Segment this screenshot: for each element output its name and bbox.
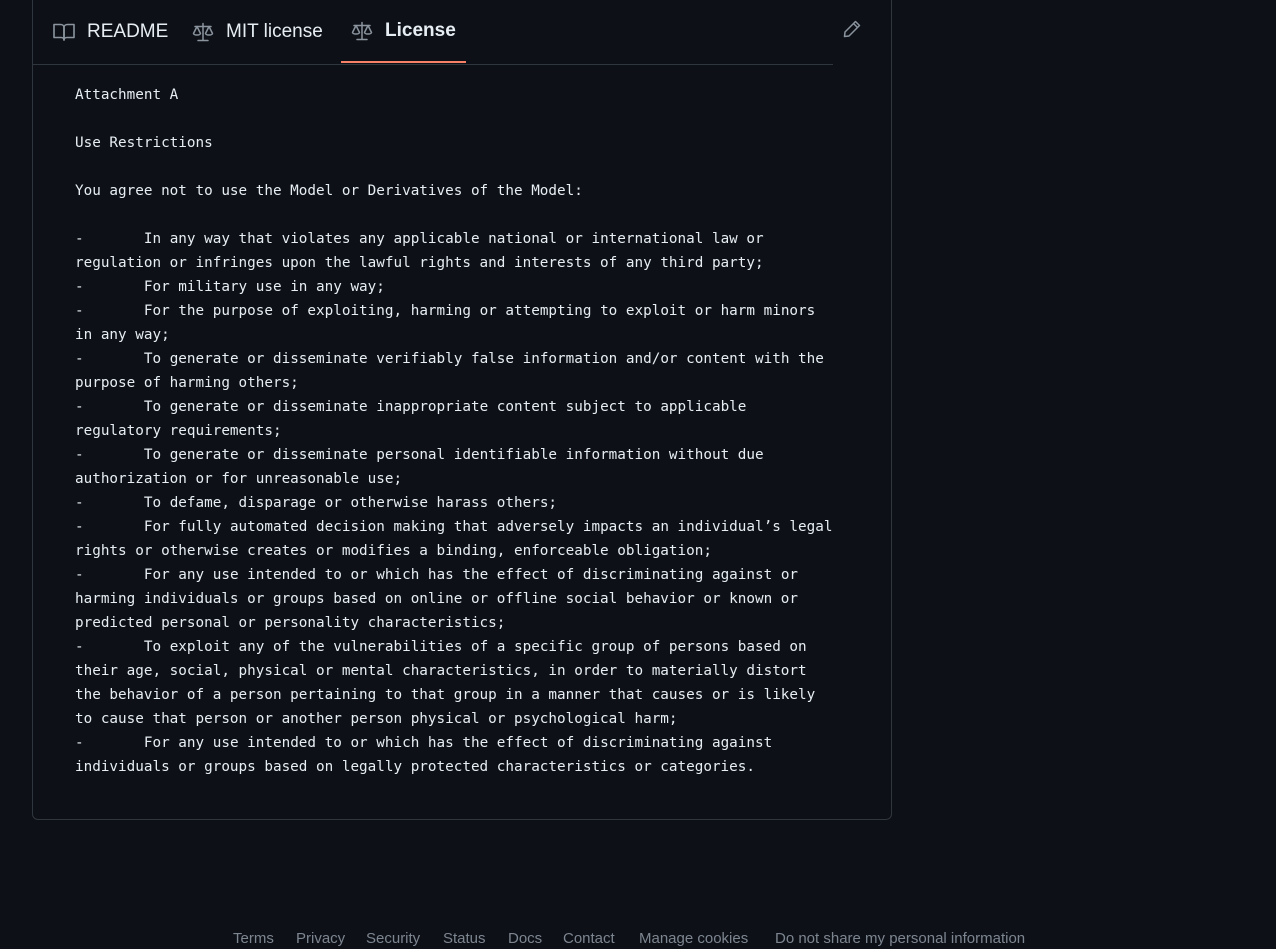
scale-icon <box>351 21 373 41</box>
tab-readme[interactable] <box>53 1 168 63</box>
footer-link-terms[interactable]: Terms <box>233 930 274 947</box>
footer-link-docs[interactable]: Docs <box>508 930 543 947</box>
tab-license-label: License <box>385 20 456 41</box>
scale-icon <box>192 22 214 42</box>
book-icon <box>53 22 75 42</box>
footer-link-security[interactable]: Security <box>366 930 421 947</box>
file-tabs <box>33 0 833 65</box>
pencil-icon <box>842 19 862 44</box>
license-panel <box>32 0 892 820</box>
tab-mit-license-label: MIT license <box>226 21 323 42</box>
footer-link-privacy[interactable]: Privacy <box>296 930 346 947</box>
tab-mit-license[interactable] <box>192 1 323 63</box>
tab-license[interactable] <box>341 1 466 63</box>
edit-file-button[interactable] <box>838 17 866 45</box>
site-footer <box>0 929 1276 949</box>
footer-link-status[interactable]: Status <box>443 930 486 947</box>
footer-link-contact[interactable]: Contact <box>563 930 615 947</box>
tab-readme-label: README <box>87 21 169 42</box>
license-text: Attachment A Use Restrictions You agree not to use the Model or Derivatives of the Model: - In any way that violates any applicable national or international law or regulation or infringes upon the lawful rights and interests of any third party; - For military use in any way; - For the purpose of exploiting, harming or attempting to exploit or harm minors in any way; - To generate or disseminate verifiably false information and/or content with the purpose of harming others; - To generate or disseminate inappropriate content subject to applicable regulatory requirements; - To generate or disseminate personal identifiable information without due authorization or for unreasonable use; - To defame, disparage or otherwise harass others; - For fully automated decision making that adversely impacts an individual’s legal rights or otherwise creates or modifies a binding, enforceable obligation; - For any use intended to or which has the effect of discriminating against or harming individuals or groups based on online or offline social behavior or known or predicted personal or personality characteristics; - To exploit any of the vulnerabilities of a specific group of persons based on their age, social, physical or mental characteristics, in order to materially distort the behavior of a person pertaining to that group in a manner that causes or is likely to cause that person or another person physical or psychological harm; - For any use intended to or which has the effect of discriminating against individuals or groups based on legally protected characteristics or categories. <box>75 87 833 775</box>
footer-link-do-not-share[interactable]: Do not share my personal information <box>775 930 1026 947</box>
footer-link-manage-cookies[interactable]: Manage cookies <box>639 930 749 947</box>
